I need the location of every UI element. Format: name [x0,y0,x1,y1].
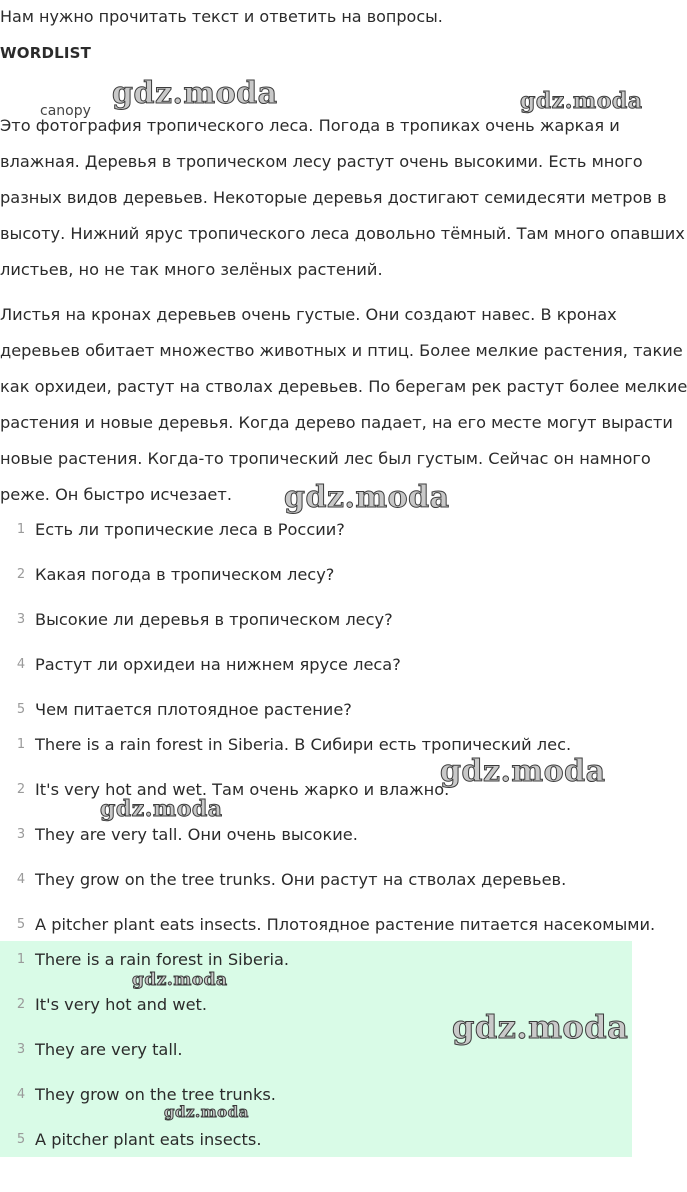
paragraph-line: влажная. Деревья в тропическом лесу растут очень высокими. Есть много [0,152,643,171]
watermark: gdz.moda [520,88,643,114]
paragraph-line: листьев, но не так много зелёных растений. [0,260,383,279]
answers-list [0,733,680,958]
paragraph-line: растения и новые деревья. Когда дерево падает, на его месте могут вырасти [0,413,673,432]
solution-item [0,1083,680,1128]
question-item [0,518,680,563]
answer-item [0,778,680,823]
watermark: gdz.moda [100,796,223,822]
solution-text: They are very tall. [35,1040,183,1059]
answer-item [0,868,680,913]
question-text: Какая погода в тропическом лесу? [35,565,335,584]
list-number: 1 [16,952,26,967]
question-item [0,608,680,653]
list-number: 2 [16,567,26,582]
answer-text: They are very tall. Они очень высокие. [35,825,358,844]
list-number: 5 [16,1132,26,1147]
wordlist-partial-word: canopy [40,103,91,119]
list-number: 4 [16,657,26,672]
list-number: 2 [16,782,26,797]
list-number: 1 [16,522,26,537]
list-number: 1 [16,737,26,752]
list-number: 4 [16,872,26,887]
paragraph-line: Это фотография тропического леса. Погода в тропиках очень жаркая и [0,116,620,135]
list-number: 5 [16,917,26,932]
question-item [0,563,680,608]
list-number: 5 [16,702,26,717]
answer-text: There is a rain forest in Siberia. В Сибири есть тропический лес. [35,735,572,754]
paragraph-line: разных видов деревьев. Некоторые деревья достигают семидесяти метров в [0,188,667,207]
solution-text: There is a rain forest in Siberia. [35,950,290,969]
list-number: 3 [16,1042,26,1057]
wordlist-heading: WORDLIST [0,44,92,62]
paragraph-line: реже. Он быстро исчезает. [0,485,232,504]
text-paragraph-1 [0,108,685,288]
solution-text: It's very hot and wet. [35,995,208,1014]
list-number: 3 [16,827,26,842]
question-text: Есть ли тропические леса в России? [35,520,345,539]
text-paragraph-2 [0,297,687,513]
answer-item [0,733,680,778]
solution-list [0,948,680,1173]
list-number: 4 [16,1087,26,1102]
paragraph-line: высоту. Нижний ярус тропического леса довольно тёмный. Там много опавших [0,224,685,243]
watermark: gdz.moda [112,76,278,111]
list-number: 3 [16,612,26,627]
answer-text: They grow on the tree trunks. Они растут на стволах деревьев. [35,870,567,889]
paragraph-line: новые растения. Когда-то тропический лес был густым. Сейчас он намного [0,449,651,468]
paragraph-line: Листья на кронах деревьев очень густые. Они создают навес. В кронах [0,305,617,324]
solution-text: A pitcher plant eats insects. [35,1130,262,1149]
solution-text: They grow on the tree trunks. [35,1085,276,1104]
paragraph-line: как орхидеи, растут на стволах деревьев. По берегам рек растут более мелкие [0,377,687,396]
answer-text: A pitcher plant eats insects. Плотоядное растение питается насекомыми. [35,915,656,934]
answer-item [0,823,680,868]
answer-text: It's very hot and wet. Там очень жарко и влажно. [35,780,450,799]
solution-item [0,1038,680,1083]
watermark: gdz.moda [284,480,450,515]
question-item [0,653,680,698]
watermark: gdz.moda [132,970,228,990]
questions-list [0,518,680,743]
solution-item [0,1128,680,1173]
question-text: Чем питается плотоядное растение? [35,700,352,719]
question-text: Высокие ли деревья в тропическом лесу? [35,610,393,629]
intro-text: Нам нужно прочитать текст и ответить на вопросы. [0,7,443,26]
list-number: 2 [16,997,26,1012]
question-text: Растут ли орхидеи на нижнем ярусе леса? [35,655,401,674]
watermark: gdz.moda [164,1103,249,1121]
solution-item [0,948,680,993]
watermark: gdz.moda [452,1008,629,1046]
watermark: gdz.moda [440,754,606,789]
solution-item [0,993,680,1038]
paragraph-line: деревьев обитает множество животных и птиц. Более мелкие растения, такие [0,341,683,360]
